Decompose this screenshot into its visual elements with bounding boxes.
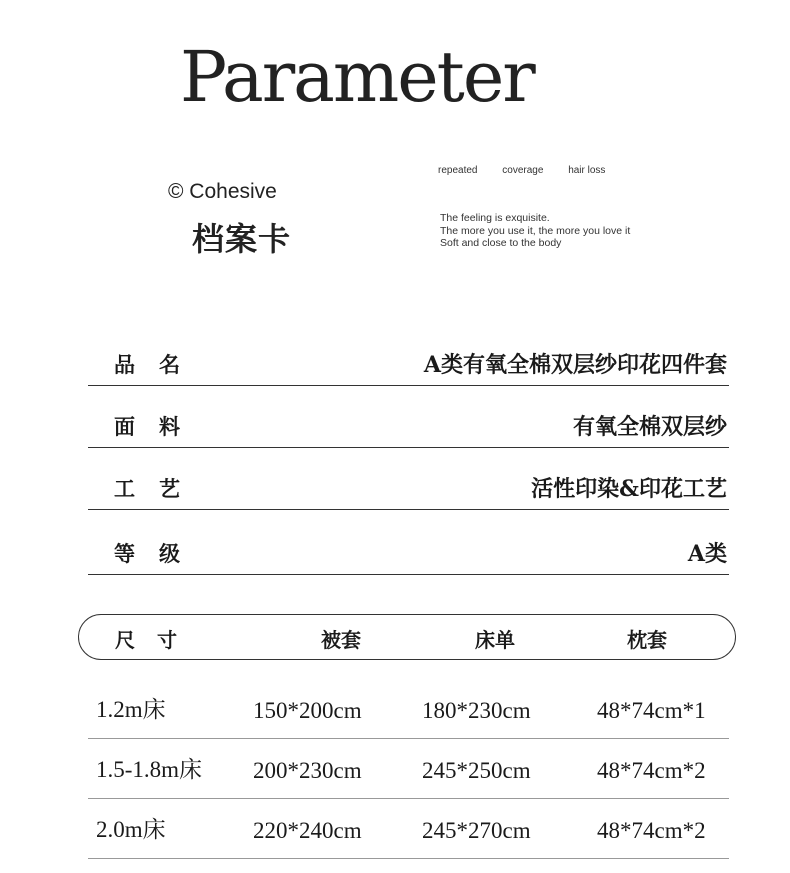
spec-row-product-name — [88, 327, 729, 386]
cell-bed-size: 2.0m床 — [96, 817, 166, 842]
spec-row-grade — [88, 516, 729, 575]
page-title: Parameter — [180, 36, 534, 118]
cell-bed-sheet: 245*250cm — [422, 758, 531, 783]
tag-item: coverage — [502, 165, 544, 176]
slogan-line: The feeling is exquisite. — [440, 212, 550, 224]
brand-subtitle: 档案卡 — [192, 220, 292, 258]
spec-label: 品名 — [114, 353, 204, 377]
spec-label: 等级 — [114, 542, 204, 566]
spec-value: 活性印染&印花工艺 — [531, 476, 727, 502]
cell-bed-sheet: 180*230cm — [422, 698, 531, 723]
cell-bed-sheet: 245*270cm — [422, 818, 531, 843]
cell-pillowcase: 48*74cm*2 — [597, 818, 706, 843]
spec-row-craft — [88, 451, 729, 510]
spec-value: A类有氧全棉双层纱印花四件套 — [423, 352, 727, 378]
header-bed-sheet: 床单 — [475, 628, 515, 652]
spec-value: 有氧全棉双层纱 — [572, 414, 727, 440]
cell-duvet-cover: 200*230cm — [253, 758, 362, 783]
table-row — [88, 738, 729, 799]
brand-name: © Cohesive — [168, 180, 277, 203]
tag-item: hair loss — [568, 165, 606, 176]
table-row — [88, 678, 729, 739]
tag-list — [438, 165, 627, 176]
cell-duvet-cover: 150*200cm — [253, 698, 362, 723]
size-table-header — [78, 614, 736, 660]
header-duvet-cover: 被套 — [321, 628, 361, 652]
cell-pillowcase: 48*74cm*2 — [597, 758, 706, 783]
header-size: 尺寸 — [115, 628, 199, 652]
spec-row-fabric — [88, 389, 729, 448]
header-pillowcase: 枕套 — [627, 628, 667, 652]
spec-label: 工艺 — [114, 477, 204, 501]
slogan — [440, 212, 630, 250]
tag-item: repeated — [438, 165, 478, 176]
table-row — [88, 798, 729, 859]
slogan-line: Soft and close to the body — [440, 237, 562, 249]
cell-pillowcase: 48*74cm*1 — [597, 698, 706, 723]
spec-label: 面料 — [114, 415, 204, 439]
cell-bed-size: 1.2m床 — [96, 697, 166, 722]
cell-duvet-cover: 220*240cm — [253, 818, 362, 843]
slogan-line: The more you use it, the more you love it — [440, 224, 631, 237]
cell-bed-size: 1.5-1.8m床 — [96, 757, 203, 782]
spec-value: A类 — [687, 541, 727, 567]
